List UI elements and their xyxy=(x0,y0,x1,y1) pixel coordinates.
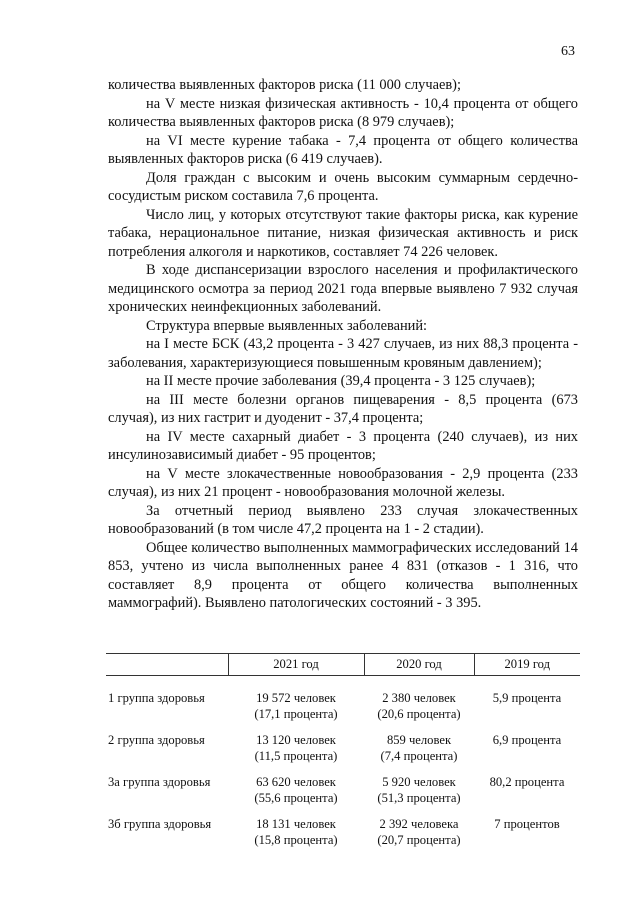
cell-line: (20,7 процента) xyxy=(377,833,461,847)
paragraph: Структура впервые выявленных заболеваний: xyxy=(146,317,428,334)
cell-line: 7 процентов xyxy=(494,817,560,831)
paragraph: количества выявленных факторов риска (11 000 случаев); xyxy=(108,77,461,93)
cell-line: (15,8 процента) xyxy=(254,833,338,847)
cell-2020 xyxy=(364,774,474,816)
table-row xyxy=(106,676,580,733)
cell-2019 xyxy=(474,774,580,816)
cell-2020 xyxy=(364,732,474,774)
cell-2019 xyxy=(474,816,580,858)
column-header xyxy=(106,654,228,676)
cell-line: 6,9 процента xyxy=(492,733,562,747)
column-header: 2020 год xyxy=(364,654,474,676)
paragraph: Число лиц, у которых отсутствуют такие факторы риска, как курение табака, нерациональное питание, низкая физическая активность и риск потребления алкоголя и наркотиков, составляет 74 226 человек. xyxy=(108,206,578,260)
row-label: 3б группа здоровья xyxy=(108,817,212,831)
cell-2021 xyxy=(228,732,364,774)
paragraph: Общее количество выполненных маммографических исследований 14 853, учтено из числа выполненных ранее 4 831 (отказов - 1 316, что составляет 8,9 процента от общего количества выполненных маммографий). Выявлено патологических состояний - 3 395. xyxy=(108,539,578,611)
cell-line: (11,5 процента) xyxy=(254,749,338,763)
column-header: 2019 год xyxy=(474,654,580,676)
cell-2019 xyxy=(474,676,580,733)
row-label: 1 группа здоровья xyxy=(108,691,205,705)
paragraph: В ходе диспансеризации взрослого населения и профилактического медицинского осмотра за период 2021 года впервые выявлено 7 932 случая хронических неинфекционных заболеваний. xyxy=(108,262,578,315)
cell-2019 xyxy=(474,732,580,774)
cell-line: (20,6 процента) xyxy=(377,707,461,721)
paragraph: на IV месте сахарный диабет - 3 процента (240 случаев), из них инсулинозависимый диабет - 95 процентов; xyxy=(108,428,578,463)
cell-line: 19 572 человек xyxy=(256,691,336,705)
health-groups-table xyxy=(106,653,580,858)
paragraph: на V месте низкая физическая активность - 10,4 процента от общего количества выявленных факторов риска (8 979 случаев); xyxy=(108,95,578,130)
table-header-row xyxy=(106,654,580,676)
cell-line: 2 380 человек xyxy=(382,691,456,705)
table-row xyxy=(106,732,580,774)
paragraph: Доля граждан с высоким и очень высоким суммарным сердечно-сосудистым риском составила 7,6 процента. xyxy=(108,169,578,204)
cell-line: (55,6 процента) xyxy=(254,791,338,805)
cell-2021 xyxy=(228,676,364,733)
cell-line: (7,4 процента) xyxy=(380,749,458,763)
cell-line: 2 392 человека xyxy=(379,817,459,831)
cell-2021 xyxy=(228,816,364,858)
cell-line: 18 131 человек xyxy=(256,817,336,831)
row-label: 3а группа здоровья xyxy=(108,775,211,789)
table-row xyxy=(106,816,580,858)
paragraph: на V месте злокачественные новообразования - 2,9 процента (233 случая), из них 21 процент - новообразования молочной железы. xyxy=(108,465,578,500)
column-header: 2021 год xyxy=(228,654,364,676)
paragraph: на III месте болезни органов пищеварения - 8,5 процента (673 случая), из них гастрит и дуоденит - 37,4 процента; xyxy=(108,391,578,426)
body-text xyxy=(108,76,578,613)
row-label: 2 группа здоровья xyxy=(108,733,205,747)
cell-line: 80,2 процента xyxy=(489,775,565,789)
cell-line: (51,3 процента) xyxy=(377,791,461,805)
cell-line: (17,1 процента) xyxy=(254,707,338,721)
cell-line: 5 920 человек xyxy=(382,775,456,789)
page-number: 63 xyxy=(561,44,575,59)
paragraph: на I месте БСК (43,2 процента - 3 427 случаев, из них 88,3 процента - заболевания, характеризующиеся повышенным кровяным давлением); xyxy=(108,336,578,371)
cell-2021 xyxy=(228,774,364,816)
cell-line: 13 120 человек xyxy=(256,733,336,747)
cell-2020 xyxy=(364,676,474,733)
paragraph: на VI месте курение табака - 7,4 процента от общего количества выявленных факторов риска (6 419 случаев). xyxy=(108,132,578,167)
cell-line: 5,9 процента xyxy=(492,691,562,705)
paragraph: За отчетный период выявлено 233 случая злокачественных новообразований (в том числе 47,2 процента на 1 - 2 стадии). xyxy=(108,502,578,537)
cell-line: 859 человек xyxy=(386,733,452,747)
cell-2020 xyxy=(364,816,474,858)
cell-line: 63 620 человек xyxy=(256,775,336,789)
paragraph: на II месте прочие заболевания (39,4 процента - 3 125 случаев); xyxy=(146,373,536,389)
table-row xyxy=(106,774,580,816)
